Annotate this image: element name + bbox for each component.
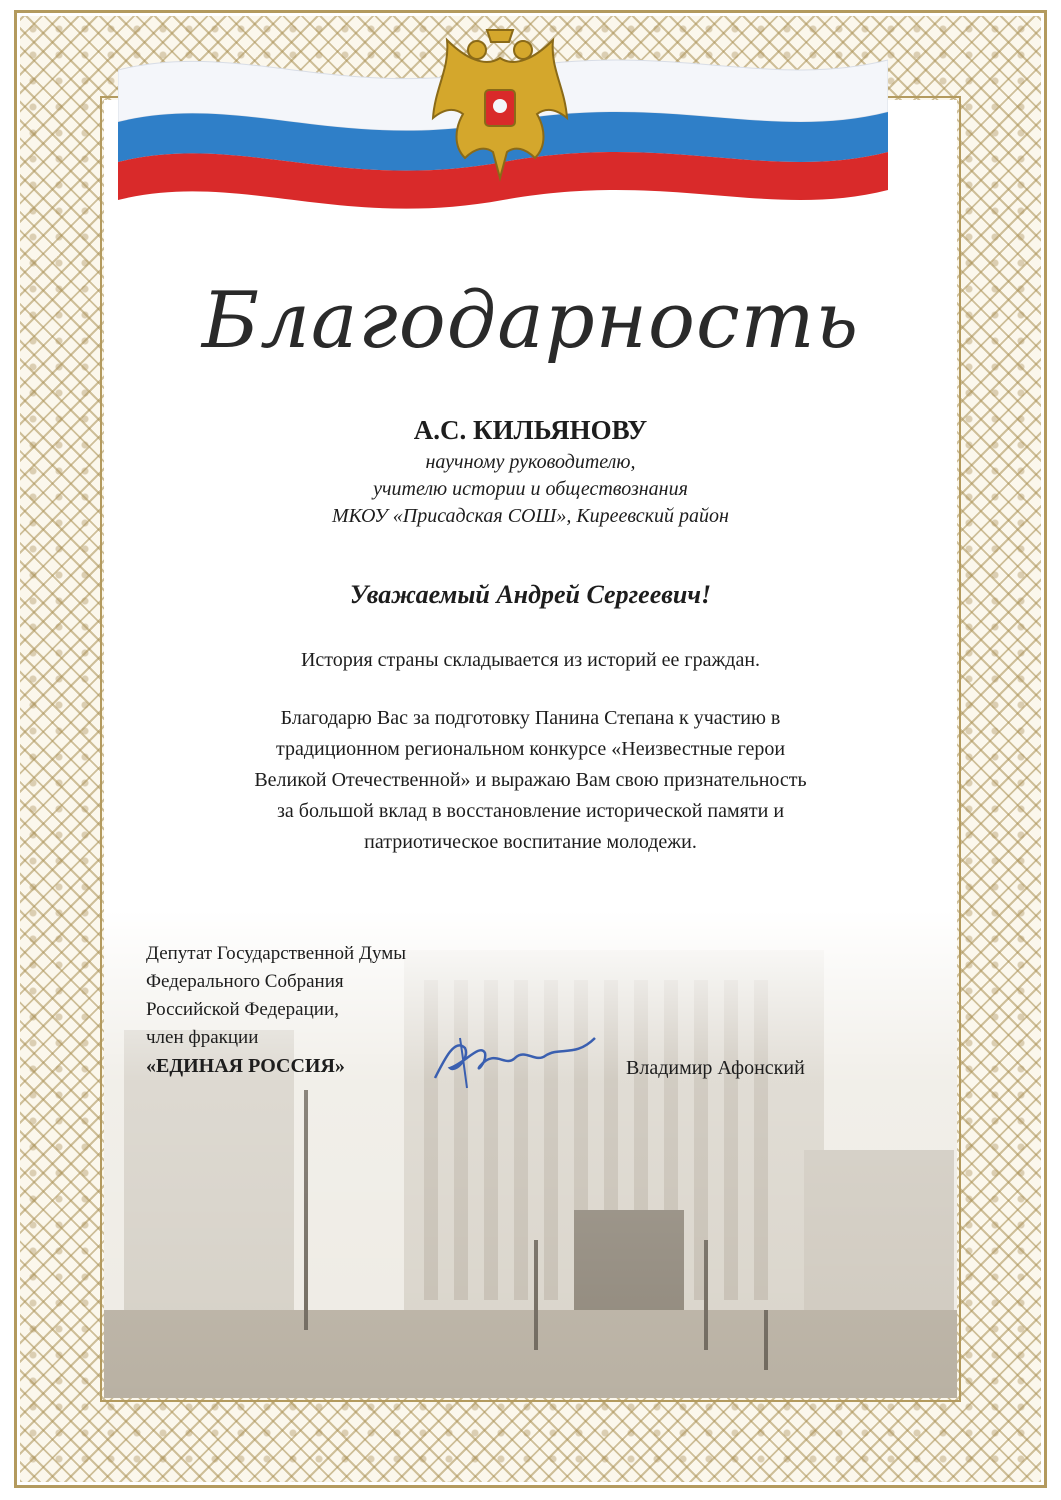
party-name: «ЕДИНАЯ РОССИЯ» bbox=[146, 1055, 345, 1077]
body-line: Благодарю Вас за подготовку Панина Степана к участию в bbox=[280, 707, 781, 729]
signer-position-line: Российской Федерации, bbox=[146, 999, 339, 1020]
recipient-role-line: научному руководителю, bbox=[425, 451, 636, 473]
signer-position-line: Федерального Собрания bbox=[146, 971, 344, 992]
document-title: Благодарность bbox=[201, 276, 860, 366]
recipient-name: А.С. КИЛЬЯНОВУ bbox=[413, 415, 648, 445]
body-line: за большой вклад в восстановление исторической памяти и bbox=[276, 800, 785, 822]
signer-name: Владимир Афонский bbox=[626, 1057, 805, 1079]
recipient-role-line: учителю истории и обществознания bbox=[373, 478, 688, 500]
body-line: Великой Отечественной» и выражаю Вам свою признательность bbox=[254, 769, 807, 791]
signer-position-line: Депутат Государственной Думы bbox=[146, 943, 406, 964]
signer-position-line: член фракции bbox=[146, 1027, 259, 1048]
body-line: традиционном региональном конкурсе «Неизвестные герои bbox=[275, 738, 786, 760]
intro-paragraph: История страны складывается из историй ее граждан. bbox=[300, 649, 761, 671]
salutation: Уважаемый Андрей Сергеевич! bbox=[349, 580, 712, 609]
double-headed-eagle-icon bbox=[425, 28, 575, 196]
handwritten-signature bbox=[425, 1018, 605, 1098]
body-line: патриотическое воспитание молодежи. bbox=[364, 831, 697, 853]
recipient-school-line: МКОУ «Присадская СОШ», Киреевский район bbox=[332, 505, 729, 527]
signature-block bbox=[146, 940, 406, 1080]
